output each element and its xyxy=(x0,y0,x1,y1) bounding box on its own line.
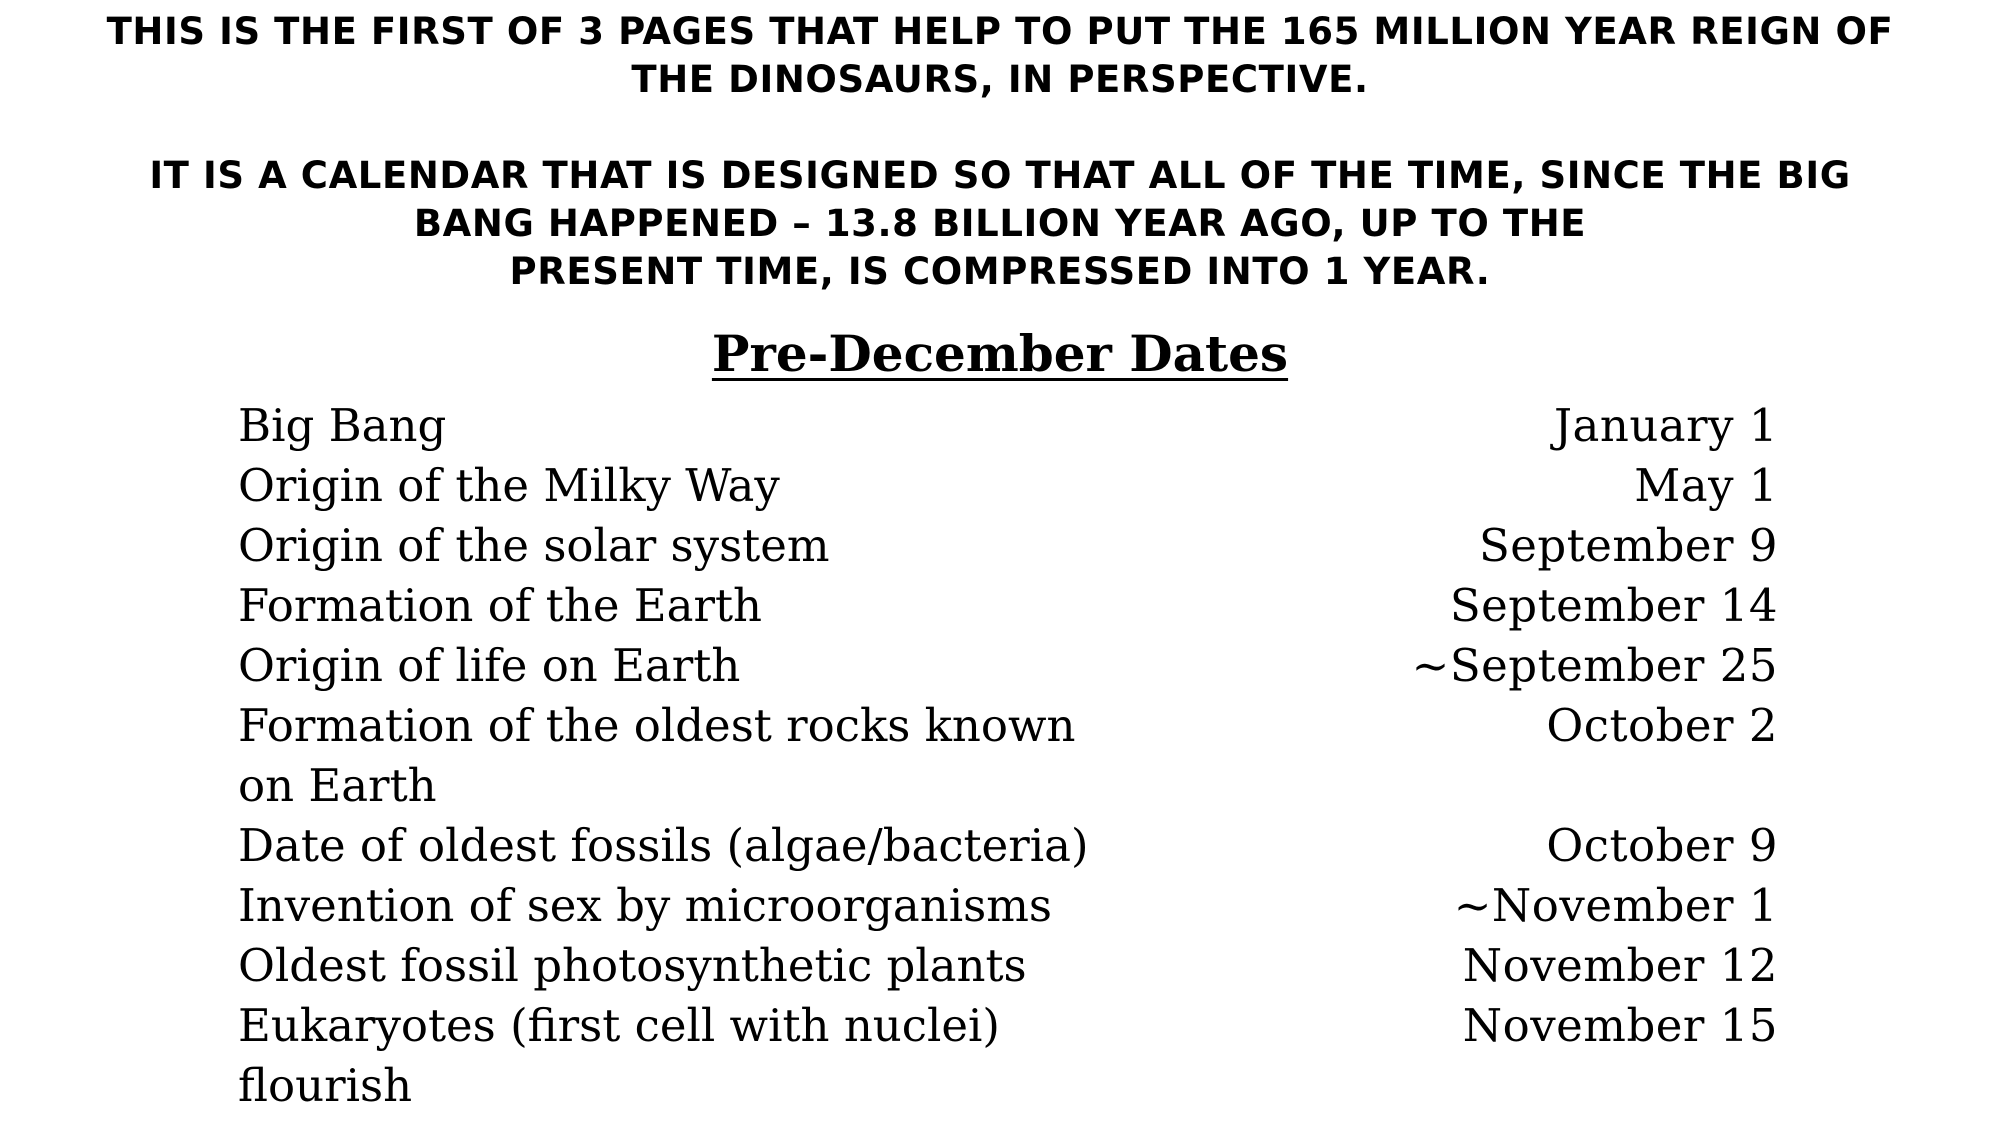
event-row-photosynthetic-plants xyxy=(238,936,1778,996)
event-row-origin-of-life xyxy=(238,636,1778,696)
event-name: Date of oldest fossils (algae/bacteria) xyxy=(238,819,1089,872)
event-name: Formation of the Earth xyxy=(238,579,763,632)
event-date: November 15 xyxy=(1462,999,1778,1052)
event-name: Formation of the oldest rocks known on Earth xyxy=(238,699,1076,812)
intro-line: THE DINOSAURS, IN PERSPECTIVE. xyxy=(631,58,1369,101)
intro-line: IT IS A CALENDAR THAT IS DESIGNED SO THAT ALL OF THE TIME, SINCE THE BIG xyxy=(149,154,1851,197)
section-title xyxy=(0,322,2000,386)
event-row-oldest-rocks xyxy=(238,696,1778,816)
event-date: ~September 25 xyxy=(1411,639,1778,692)
event-row-solar-system xyxy=(238,516,1778,576)
event-date: September 9 xyxy=(1478,519,1778,572)
event-date: October 9 xyxy=(1546,819,1778,872)
intro-line: PRESENT TIME, IS COMPRESSED INTO 1 YEAR. xyxy=(509,250,1491,293)
event-name: Origin of life on Earth xyxy=(238,639,741,692)
event-row-oldest-fossils xyxy=(238,816,1778,876)
event-name: Invention of sex by microorganisms xyxy=(238,879,1052,932)
event-row-big-bang xyxy=(238,396,1778,456)
event-date: November 12 xyxy=(1462,939,1778,992)
event-row-invention-of-sex xyxy=(238,876,1778,936)
intro-paragraph-1 xyxy=(40,8,1960,104)
event-list xyxy=(238,396,1778,1116)
event-row-eukaryotes xyxy=(238,996,1778,1116)
intro-line: THIS IS THE FIRST OF 3 PAGES THAT HELP TO PUT THE 165 MILLION YEAR REIGN OF xyxy=(106,10,1894,53)
event-name: Eukaryotes (first cell with nuclei) flourish xyxy=(238,999,1000,1112)
event-row-earth-formation xyxy=(238,576,1778,636)
event-name: Origin of the Milky Way xyxy=(238,459,780,512)
event-date: October 2 xyxy=(1546,699,1778,752)
event-name: Origin of the solar system xyxy=(238,519,830,572)
intro-paragraph-2 xyxy=(40,152,1960,296)
event-row-milky-way xyxy=(238,456,1778,516)
section-title-text: Pre-December Dates xyxy=(711,324,1289,383)
event-date: September 14 xyxy=(1449,579,1778,632)
event-name: Big Bang xyxy=(238,399,447,452)
event-date: ~November 1 xyxy=(1453,879,1778,932)
event-date: January 1 xyxy=(1553,399,1778,452)
intro-line: BANG HAPPENED – 13.8 BILLION YEAR AGO, UP TO THE xyxy=(413,202,1587,245)
event-name: Oldest fossil photosynthetic plants xyxy=(238,939,1027,992)
event-date: May 1 xyxy=(1634,459,1778,512)
